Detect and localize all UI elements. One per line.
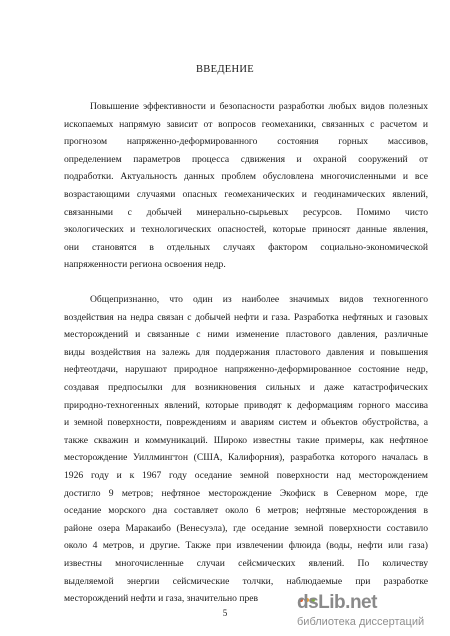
text-line: месторождение Уиллмингтон (США, Калифорния), разработка которого началась в [64,452,428,464]
text-line: Общепризнанно, что один из наиболее значимых видов техногенного [90,294,428,305]
text-line: определением параметров процесса сдвижения и охраной сооружений от [64,153,428,165]
watermark[interactable] [295,592,440,632]
text-line: также скважин и коммуникаций. Широко известны такие примеры, как нефтяное [64,434,428,446]
text-line: и земной поверхности, повреждениям и авариям систем и объектов обустройства, а [64,417,428,429]
text-line: виды воздействия на залежь для поддержания пластового давления и повышения [64,346,428,358]
text-line: связанными с добычей минерально-сырьевых ресурсов. Помимо чисто [64,206,428,218]
text-line: ископаемых напрямую зависит от вопросов геомеханики, связанных с расчетом и [64,118,428,130]
text-line: около 4 метров, и другие. Также при извлечении флюида (воды, нефти или газа) [64,540,428,552]
text-line: природно-техногенных явлений, которые приводят к деформациям горного массива [64,399,428,411]
text-line: воздействия на недра связан с добычей нефти и газа. Разработка нефтяных и газовых [64,311,428,323]
text-line: создавая предпосылки для возникновения сильных и даже катастрофических [64,381,428,393]
watermark-logo: dsLib.net [297,592,377,613]
text-line: напряженности региона освоения недр. [64,259,226,271]
text-line: подработки. Актуальность данных проблем обусловлена многочисленными и все [64,171,428,183]
text-line: прогнозом напряженно-деформированного состояния горных массивов, [64,136,428,148]
paragraph-1 [64,98,428,274]
text-line: 1926 году и к 1967 году оседание земной поверхности над месторождением [64,469,428,481]
text-line: оседание морского дна составляет около 6 метров; нефтяные месторождения в [64,505,428,517]
text-line: Повышение эффективности и безопасности разработки любых видов полезных [90,101,428,112]
text-line: нефтеотдачи, нарушают природное напряженно-деформированное состояние недр, [64,364,428,376]
watermark-subtitle: библиотека диссертаций [297,616,425,628]
page-title: ВВЕДЕНИЕ [196,64,254,75]
paragraph-2 [64,291,428,608]
text-line: известны многочисленные случаи сейсмических явлений. По количеству [64,557,428,569]
text-line: месторождений нефти и газа, значительно прев [64,593,259,605]
text-line: достигло 9 метров; нефтяное месторождение Экофиск в Северном море, где [64,487,428,499]
text-line: возрастающими случаями опасных геомеханических и геодинамических явлений, [64,188,428,200]
text-line: они становятся в отдельных случаях фактором социально-экономической [64,241,428,253]
text-line: месторождений и связанные с ними изменение пластового давления, различные [64,329,428,341]
text-line: экологических и технологических опасностей, которые приносят данные явления, [64,224,428,236]
text-line: районе озера Маракаибо (Венесуэла), где оседание земной поверхности составило [64,522,428,534]
text-line: выделяемой энергии сейсмические толчки, наблюдаемые при разработке [64,575,428,587]
page-number: 5 [222,608,228,618]
